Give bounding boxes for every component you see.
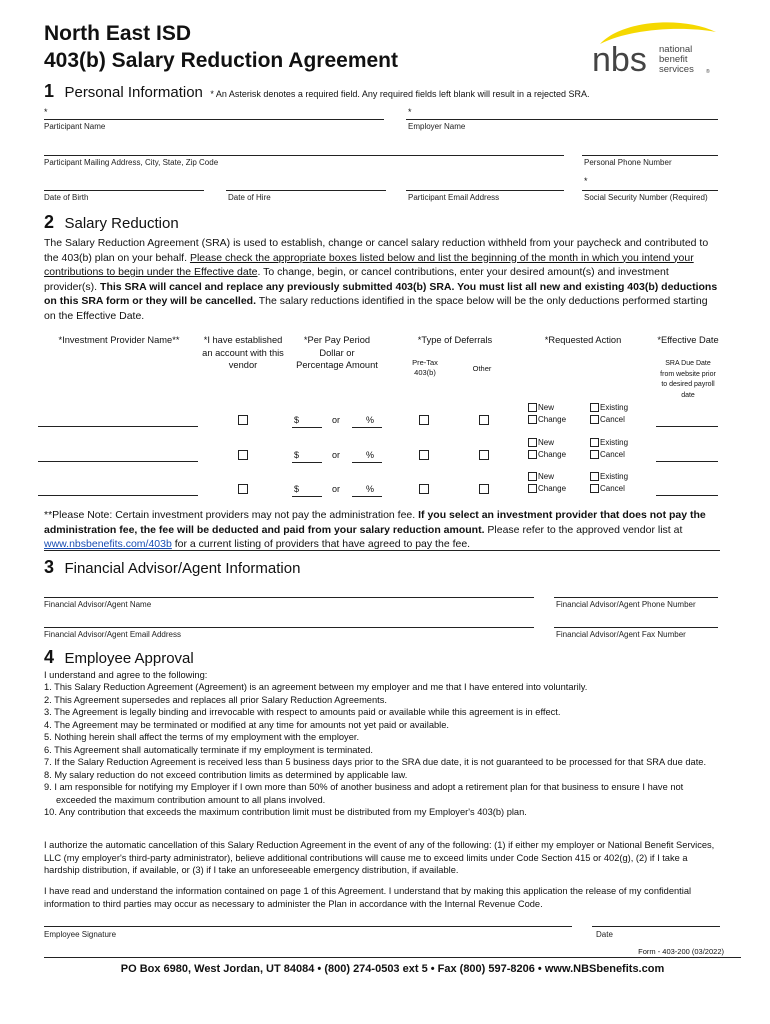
phone-label: Personal Phone Number bbox=[584, 158, 672, 167]
col-effective: *Effective Date bbox=[657, 335, 719, 345]
approval-item: 8. My salary reduction do not exceed contribution limits as determined by applicable law. bbox=[44, 769, 408, 780]
svg-text:®: ® bbox=[706, 69, 710, 75]
change-option[interactable]: Change bbox=[528, 484, 566, 493]
required-mark: * bbox=[408, 107, 412, 117]
cancel-option[interactable]: Cancel bbox=[590, 450, 625, 459]
section2-heading: 2 Salary Reduction bbox=[44, 212, 179, 232]
footer-address: PO Box 6980, West Jordan, UT 84084 • (800) 274-0503 ext 5 • Fax (800) 597-8206 • www.NBSbenefits.com bbox=[120, 963, 665, 975]
percent-sign: % bbox=[366, 415, 375, 425]
percent-amount-input[interactable] bbox=[352, 462, 382, 463]
col-other: Other bbox=[472, 364, 492, 373]
participant-name-input[interactable] bbox=[44, 119, 384, 120]
existing-checkbox[interactable] bbox=[590, 472, 599, 481]
col-effective-note: SRA Due Date from website prior to desired payroll date bbox=[660, 360, 716, 399]
svg-text:nbs: nbs bbox=[592, 41, 647, 79]
cancel-option[interactable]: Cancel bbox=[590, 484, 625, 493]
form-title: 403(b) Salary Reduction Agreement bbox=[44, 49, 398, 72]
percent-amount-input[interactable] bbox=[352, 427, 382, 428]
date-input[interactable] bbox=[592, 926, 720, 927]
svg-text:benefit: benefit bbox=[659, 54, 688, 65]
dollar-amount-input[interactable] bbox=[292, 462, 322, 463]
dob-label: Date of Birth bbox=[44, 193, 89, 202]
hire-date-input[interactable] bbox=[226, 190, 386, 191]
existing-checkbox[interactable] bbox=[590, 438, 599, 447]
approval-item: 2. This Agreement supersedes and replaces all prior Salary Reduction Agreements. bbox=[44, 694, 387, 705]
new-option[interactable]: New bbox=[528, 472, 554, 481]
dob-input[interactable] bbox=[44, 190, 204, 191]
established-checkbox[interactable] bbox=[238, 450, 248, 460]
or-label: or bbox=[332, 450, 341, 460]
existing-option[interactable]: Existing bbox=[590, 472, 628, 481]
effective-date-input[interactable] bbox=[656, 495, 718, 496]
or-label: or bbox=[332, 484, 341, 494]
section-divider bbox=[44, 550, 720, 551]
dollar-sign: $ bbox=[294, 484, 300, 494]
new-checkbox[interactable] bbox=[528, 438, 537, 447]
dollar-amount-input[interactable] bbox=[292, 427, 322, 428]
dollar-amount-input[interactable] bbox=[292, 496, 322, 497]
email-input[interactable] bbox=[406, 190, 564, 191]
provider-name-input[interactable] bbox=[38, 461, 198, 462]
dollar-sign: $ bbox=[294, 415, 300, 425]
form-number: Form - 403-200 (03/2022) bbox=[638, 947, 724, 956]
cancel-checkbox[interactable] bbox=[590, 415, 599, 424]
section1-heading: 1 Personal Information * An Asterisk denotes a required field. Any required fields left blank will result in a rejected SRA. bbox=[44, 81, 590, 101]
advisor-phone-label: Financial Advisor/Agent Phone Number bbox=[556, 600, 696, 609]
advisor-email-label: Financial Advisor/Agent Email Address bbox=[44, 630, 181, 639]
footer-rule bbox=[44, 957, 741, 958]
signature-input[interactable] bbox=[44, 926, 572, 927]
participant-name-label: Participant Name bbox=[44, 122, 106, 131]
approval-intro: I understand and agree to the following: bbox=[44, 670, 208, 680]
other-checkbox[interactable] bbox=[479, 415, 489, 425]
advisor-name-input[interactable] bbox=[44, 597, 534, 598]
percent-sign: % bbox=[366, 484, 375, 494]
approval-item: 5. Nothing herein shall affect the terms of my employment with the employer. bbox=[44, 732, 360, 742]
vendor-list-link[interactable]: www.nbsbenefits.com/403b bbox=[44, 538, 172, 550]
required-mark: * bbox=[584, 176, 588, 186]
approval-item: 10. Any contribution that exceeds the maximum contribution limit must be distributed from my Employer's 403(b) plan. bbox=[44, 807, 527, 817]
email-label: Participant Email Address bbox=[408, 193, 500, 202]
svg-text:national: national bbox=[659, 44, 693, 55]
col-provider: *Investment Provider Name** bbox=[58, 335, 180, 345]
employer-name-label: Employer Name bbox=[408, 122, 466, 131]
mailing-address-label: Participant Mailing Address, City, State, Zip Code bbox=[44, 158, 219, 167]
new-checkbox[interactable] bbox=[528, 403, 537, 412]
approval-item: 7. If the Salary Reduction Agreement is received less than 5 business days prior to the SRA due date, it is not guaranteed to be processed for that SRA due date. bbox=[44, 757, 707, 767]
existing-checkbox[interactable] bbox=[590, 403, 599, 412]
required-mark: * bbox=[44, 107, 48, 117]
form-title-district: North East ISD bbox=[44, 22, 192, 45]
new-option[interactable]: New bbox=[528, 403, 554, 412]
mailing-address-input[interactable] bbox=[44, 155, 564, 156]
provider-fee-note: **Please Note: Certain investment providers may not pay the administration fee. If you select an investment provider that does not pay the administration fee, the fee will be deducted and paid from your salary reduction amount. Please refer to the approved vendor list at www.nbsbenefits.com/403b for a current listing of providers that have agreed to pay the fee. bbox=[44, 509, 706, 550]
change-checkbox[interactable] bbox=[528, 415, 537, 424]
col-action: *Requested Action bbox=[544, 335, 622, 345]
pretax-checkbox[interactable] bbox=[419, 484, 429, 494]
cancel-option[interactable]: Cancel bbox=[590, 415, 625, 424]
hire-date-label: Date of Hire bbox=[228, 193, 271, 202]
change-checkbox[interactable] bbox=[528, 484, 537, 493]
existing-option[interactable]: Existing bbox=[590, 403, 628, 412]
advisor-fax-label: Financial Advisor/Agent Fax Number bbox=[556, 630, 686, 639]
nbs-logo bbox=[592, 14, 722, 80]
new-checkbox[interactable] bbox=[528, 472, 537, 481]
approval-item: 9. I am responsible for notifying my Employer if I own more than 50% of another business and adopt a retirement plan for that business to ensure I have not exceeded the maximum contribution amount to all plans involved. bbox=[44, 782, 684, 805]
other-checkbox[interactable] bbox=[479, 484, 489, 494]
approval-item: 4. The Agreement may be terminated or modified at any time for amounts not yet paid or available. bbox=[44, 719, 449, 730]
date-label: Date bbox=[596, 930, 613, 939]
pretax-checkbox[interactable] bbox=[419, 415, 429, 425]
existing-option[interactable]: Existing bbox=[590, 438, 628, 447]
provider-name-input[interactable] bbox=[38, 495, 198, 496]
effective-date-input[interactable] bbox=[656, 461, 718, 462]
svg-text:services: services bbox=[659, 64, 694, 75]
advisor-fax-input[interactable] bbox=[554, 627, 718, 628]
advisor-phone-input[interactable] bbox=[554, 597, 718, 598]
percent-amount-input[interactable] bbox=[352, 496, 382, 497]
employer-name-input[interactable] bbox=[406, 119, 718, 120]
section2-intro: The Salary Reduction Agreement (SRA) is used to establish, change or cancel salary reduction withheld from your paycheck and contributed to the 403(b) plan on your behalf. Please check the appropriate boxes listed below and list the beginning of the month in which you intend your contributions to begin under the Effective date. To change, begin, or cancel contributions, enter your desired amount(s) and investment provider(s). This SRA will cancel and replace any previously submitted 403(b) SRA. You must list all new and existing 403(b) deductions on this SRA form or they will be cancelled. The salary reductions identified in the space below will be the only deductions performed starting on the Effective Date. bbox=[44, 237, 718, 322]
effective-date-input[interactable] bbox=[656, 426, 718, 427]
change-checkbox[interactable] bbox=[528, 450, 537, 459]
approval-item: 6. This Agreement shall automatically terminate if my employment is terminated. bbox=[44, 744, 373, 755]
approval-item: 3. The Agreement is legally binding and irrevocable with respect to amounts paid or available while this agreement is in effect. bbox=[44, 707, 561, 717]
dollar-sign: $ bbox=[294, 450, 300, 460]
cancel-checkbox[interactable] bbox=[590, 450, 599, 459]
col-amount: *Per Pay Period Dollar or Percentage Amount bbox=[296, 335, 378, 370]
approval-list bbox=[44, 681, 720, 819]
new-option[interactable]: New bbox=[528, 438, 554, 447]
percent-sign: % bbox=[366, 450, 375, 460]
phone-input[interactable] bbox=[582, 155, 718, 156]
established-checkbox[interactable] bbox=[238, 415, 248, 425]
section4-heading: 4 Employee Approval bbox=[44, 647, 194, 667]
advisor-name-label: Financial Advisor/Agent Name bbox=[44, 600, 152, 609]
provider-name-input[interactable] bbox=[38, 426, 198, 427]
change-option[interactable]: Change bbox=[528, 415, 566, 424]
section3-heading: 3 Financial Advisor/Agent Information bbox=[44, 557, 301, 577]
other-checkbox[interactable] bbox=[479, 450, 489, 460]
or-label: or bbox=[332, 415, 341, 425]
col-deferral: *Type of Deferrals bbox=[417, 335, 493, 345]
advisor-email-input[interactable] bbox=[44, 627, 534, 628]
approval-item: 1. This Salary Reduction Agreement (Agreement) is an agreement between my employer and me that I have entered into voluntarily. bbox=[44, 682, 588, 692]
change-option[interactable]: Change bbox=[528, 450, 566, 459]
established-checkbox[interactable] bbox=[238, 484, 248, 494]
col-pretax: Pre-Tax 403(b) bbox=[412, 358, 438, 377]
ssn-label: Social Security Number (Required) bbox=[584, 193, 708, 202]
ssn-input[interactable] bbox=[582, 190, 718, 191]
logo-swoosh-icon bbox=[592, 14, 722, 80]
pretax-checkbox[interactable] bbox=[419, 450, 429, 460]
read-paragraph: I have read and understand the information contained on page 1 of this Agreement. I understand that by making this application the release of my confidential information to third parties may occur as necessary to administer the Plan in accordance with the Internal Revenue Code. bbox=[44, 886, 692, 909]
authorize-paragraph: I authorize the automatic cancellation of this Salary Reduction Agreement in the event of any of the following: (1) if either my employer or National Benefit Services, LLC (my employer's third-party administrator), believe additional contributions will cause me to exceed limits under Code Section 415 or 402(g), (2) if I take a hardship distribution, if available, or (3) if I take an unforeseeable emergency distribution, if available. bbox=[44, 840, 715, 875]
col-established: *I have established an account with this vendor bbox=[202, 335, 284, 370]
signature-label: Employee Signature bbox=[44, 930, 117, 939]
cancel-checkbox[interactable] bbox=[590, 484, 599, 493]
